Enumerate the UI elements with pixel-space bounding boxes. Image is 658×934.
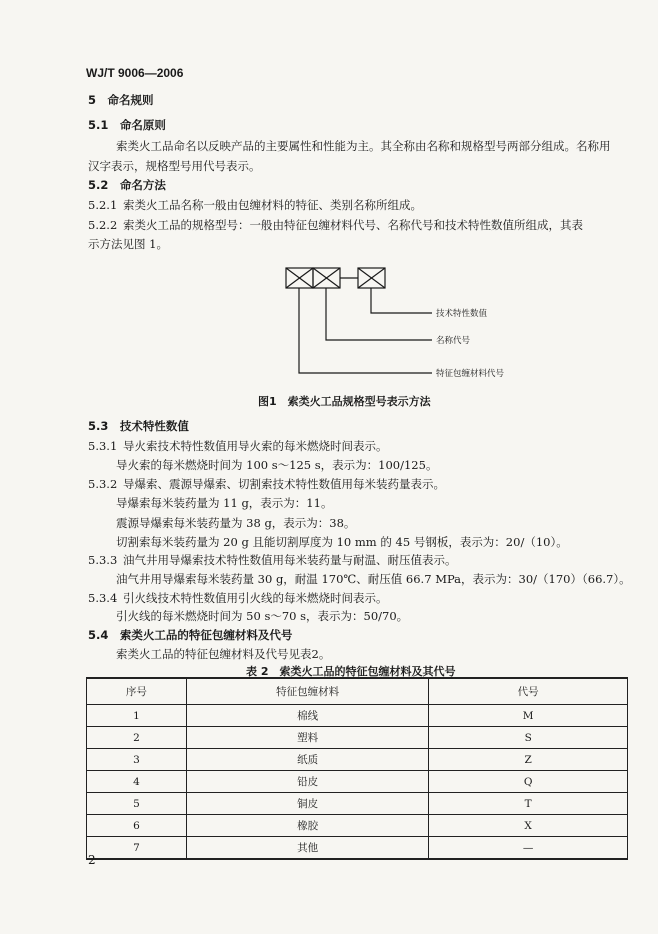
clause-text: 索类火工品名称一般由包缠材料的特征、类别名称所组成。 (123, 198, 423, 212)
paragraph-line: 索类火工品的特征包缠材料及代号见表2。 (116, 647, 331, 661)
clause-number: 5.2.1 (88, 198, 118, 212)
paragraph-line: 油气井用导爆索每米装药量 30 g，耐温 170℃、耐压值 66.7 MPa，表示为：30/（170）（66.7）。 (116, 572, 631, 586)
clause-number: 5.3.1 (88, 439, 118, 453)
section-5-4-heading (88, 627, 292, 643)
section-number: 5 (88, 93, 97, 107)
cell-code: T (429, 793, 628, 815)
cell-code: S (429, 727, 628, 749)
section-5-3-heading (88, 418, 189, 434)
section-title: 技术特性数值 (119, 419, 189, 433)
document-code: WJ/T 9006—2006 (86, 66, 184, 80)
section-5-2-heading (88, 177, 166, 193)
table-header-row (87, 678, 628, 705)
paragraph-line: 引火线的每米燃烧时间为 50 s～70 s，表示为：50/70。 (116, 609, 409, 623)
cell-code: M (429, 705, 628, 727)
paragraph-line: 切割索每米装药量为 20 g 且能切割厚度为 10 mm 的 45 号钢板，表示为：20/（10）。 (116, 535, 568, 549)
table-row (87, 793, 628, 815)
section-number: 5.1 (88, 118, 109, 132)
cell-material: 其他 (186, 837, 429, 860)
cell-index: 6 (87, 815, 187, 837)
paragraph-line: 导火索的每米燃烧时间为 100 s～125 s，表示为：100/125。 (116, 458, 438, 472)
cell-material: 铅皮 (186, 771, 429, 793)
clause-text: 索类火工品的规格型号：一般由特征包缠材料代号、名称代号和技术特性数值所组成，其表 (123, 218, 584, 232)
table-2 (86, 677, 628, 860)
cell-index: 4 (87, 771, 187, 793)
clause-text: 油气井用导爆索技术特性数值用每米装药量与耐温、耐压值表示。 (123, 553, 457, 567)
section-5-1-heading (88, 117, 166, 133)
clause-number: 5.3.4 (88, 591, 118, 605)
table-row (87, 815, 628, 837)
label-name-code: 名称代号 (436, 336, 471, 346)
clause-5-3-2 (88, 476, 445, 492)
section-5-heading (88, 92, 154, 108)
page-number: 2 (88, 853, 96, 867)
section-title: 命名规则 (107, 93, 154, 107)
cell-index: 1 (87, 705, 187, 727)
table-row (87, 749, 628, 771)
clause-5-3-4 (88, 590, 388, 606)
header-cell: 代号 (429, 678, 628, 705)
cell-code: — (429, 837, 628, 860)
leader-material (299, 288, 432, 373)
leader-name (326, 288, 432, 340)
clause-number: 5.3.3 (88, 553, 118, 567)
section-number: 5.3 (88, 419, 109, 433)
clause-5-3-1 (88, 438, 388, 454)
cell-material: 铜皮 (186, 793, 429, 815)
cell-material: 纸质 (186, 749, 429, 771)
clause-text: 引火线技术特性数值用引火线的每米燃烧时间表示。 (123, 591, 388, 605)
section-title: 命名方法 (119, 178, 166, 192)
clause-text: 导爆索、震源导爆索、切割索技术特性数值用每米装药量表示。 (123, 477, 446, 491)
table-row (87, 705, 628, 727)
table-row (87, 771, 628, 793)
label-technical-value: 技术特性数值 (436, 309, 488, 319)
section-title: 索类火工品的特征包缠材料及代号 (119, 628, 293, 642)
cell-code: Z (429, 749, 628, 771)
table-row (87, 837, 628, 860)
clause-number: 5.2.2 (88, 218, 118, 232)
clause-number: 5.3.2 (88, 477, 118, 491)
paragraph-line: 汉字表示，规格型号用代号表示。 (88, 159, 261, 173)
cell-index: 7 (87, 837, 187, 860)
table-2-caption: 表 2 索类火工品的特征包缠材料及其代号 (246, 665, 456, 678)
label-material-code: 特征包缠材料代号 (436, 369, 505, 379)
cell-material: 橡胶 (186, 815, 429, 837)
section-number: 5.4 (88, 628, 109, 642)
clause-5-3-3 (88, 552, 457, 568)
cell-code: X (429, 815, 628, 837)
header-cell: 序号 (87, 678, 187, 705)
cell-material: 棉线 (186, 705, 429, 727)
section-number: 5.2 (88, 178, 109, 192)
clause-5-2-2 (88, 217, 583, 233)
table-row (87, 727, 628, 749)
paragraph-line: 震源导爆索每米装药量为 38 g，表示为：38。 (116, 516, 356, 530)
paragraph-line: 索类火工品命名以反映产品的主要属性和性能为主。其全称由名称和规格型号两部分组成。名称用 (116, 139, 611, 153)
clause-5-2-1 (88, 197, 422, 213)
section-title: 命名原则 (119, 118, 166, 132)
cell-index: 3 (87, 749, 187, 771)
cell-index: 2 (87, 727, 187, 749)
cell-material: 塑料 (186, 727, 429, 749)
cell-index: 5 (87, 793, 187, 815)
figure-1-caption: 图1 索类火工品规格型号表示方法 (258, 395, 431, 408)
paragraph-line: 导爆索每米装药量为 11 g，表示为：11。 (116, 496, 333, 510)
paragraph-line: 示方法见图 1。 (88, 237, 168, 251)
cell-code: Q (429, 771, 628, 793)
clause-text: 导火索技术特性数值用导火索的每米燃烧时间表示。 (123, 439, 388, 453)
leader-tech (371, 288, 432, 313)
header-cell: 特征包缠材料 (186, 678, 429, 705)
